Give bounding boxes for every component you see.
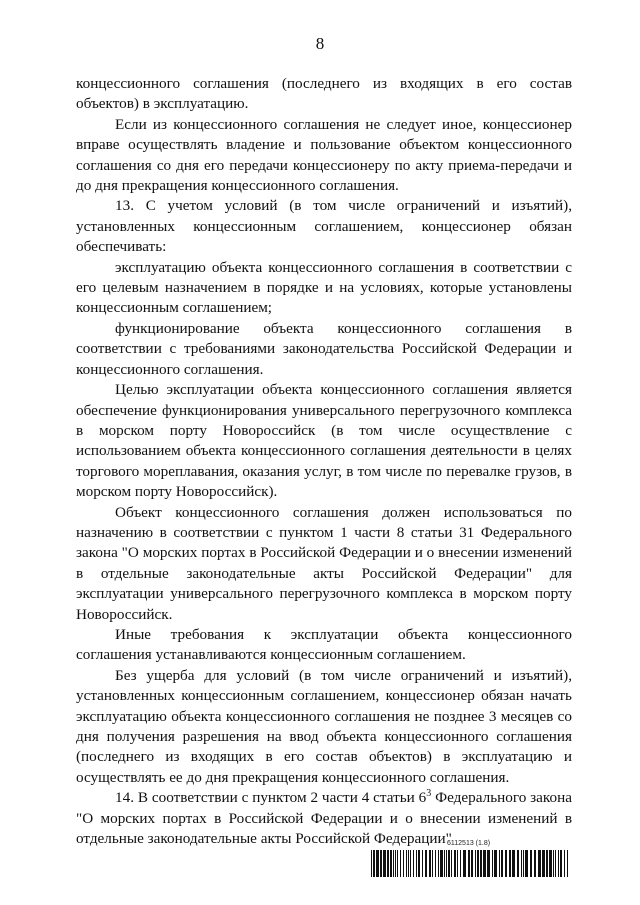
- paragraph: Целью эксплуатации объекта концессионного соглашения является обеспечение функционирования универсального перегрузочного комплекса в морском порту Новороссийск (в том числе осуществление с использованием объекта концессионного соглашения деятельности в целях торгового мореплавания, оказания услуг, в том числе по перевалке грузов, в морском порту Новороссийск).: [76, 381, 572, 501]
- paragraph-list: [76, 74, 572, 788]
- paragraph-14: [76, 788, 572, 849]
- paragraph-14-end: Федерального закона "О морских портах в Российской Федерации и о внесении изменений в отдельные законодательные акты Российской Федерации": [76, 789, 572, 848]
- paragraph-14-start: 14. В соответствии с пунктом 2 части 4 статьи 6: [115, 789, 427, 807]
- paragraph: 13. С учетом условий (в том числе ограничений и изъятий), установленных концессионным соглашением, концессионер обязан обеспечивать:: [76, 197, 572, 256]
- paragraph: функционирование объекта концессионного соглашения в соответствии с требованиями законодательства Российской Федерации и концессионного соглашения.: [76, 319, 572, 378]
- paragraph: эксплуатацию объекта концессионного соглашения в соответствии с его целевым назначением в порядке и на условиях, которые установлены концессионным соглашением;: [76, 258, 572, 317]
- document-body: [76, 74, 572, 849]
- article-superscript: 3: [426, 788, 432, 800]
- paragraph: концессионного соглашения (последнего из входящих в его состав объектов) в эксплуатацию.: [76, 75, 572, 113]
- barcode-icon: [371, 850, 569, 877]
- document-code: 6112513 (1.8): [447, 840, 491, 847]
- page-number: 8: [315, 34, 325, 53]
- paragraph: Иные требования к эксплуатации объекта концессионного соглашения устанавливаются концессионным соглашением.: [76, 625, 572, 664]
- paragraph: Объект концессионного соглашения должен использоваться по назначению в соответствии с пунктом 1 части 8 статьи 31 Федерального закона "О морских портах в Российской Федерации и о внесении изменений в отдельные законодательные акты Российской Федерации" для эксплуатации универсального перегрузочного комплекса в морском порту Новороссийск.: [76, 503, 572, 623]
- paragraph: Без ущерба для условий (в том числе ограничений и изъятий), установленных концессионным соглашением, концессионер обязан начать эксплуатацию объекта концессионного соглашения не позднее 3 месяцев со дня получения разрешения на ввод объекта концессионного соглашения (последнего из входящих в его состав объектов) в эксплуатацию и осуществлять ее до дня прекращения концессионного соглашения.: [76, 666, 572, 786]
- paragraph: Если из концессионного соглашения не следует иное, концессионер вправе осуществлять владение и пользование объектом концессионного соглашения со дня его передачи концессионеру по акту приема-передачи и до дня прекращения концессионного соглашения.: [76, 115, 572, 195]
